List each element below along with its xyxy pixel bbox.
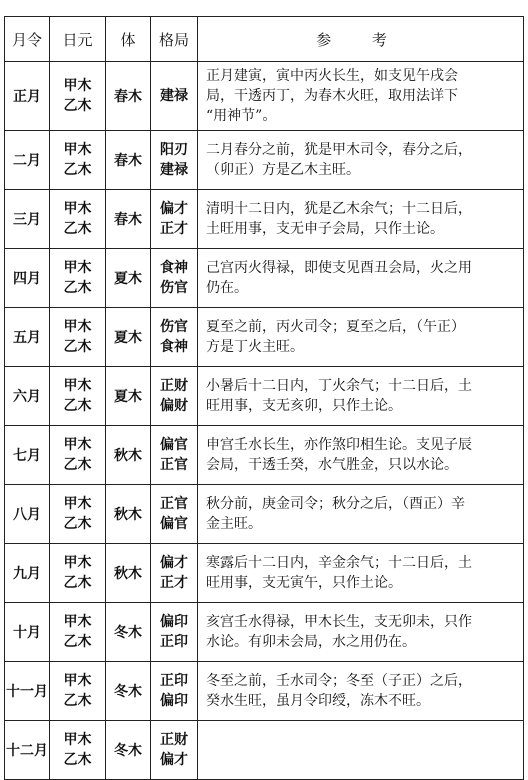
day-stem-text: 乙木 bbox=[63, 98, 92, 114]
pattern-cell bbox=[151, 603, 198, 662]
body-cell: 冬木 bbox=[106, 721, 151, 780]
body-cell: 夏木 bbox=[106, 367, 151, 426]
day-stem-text: 乙木 bbox=[63, 398, 92, 414]
body-cell: 夏木 bbox=[106, 308, 151, 367]
reference-cell bbox=[198, 485, 524, 544]
day-stem-text: 甲木 bbox=[63, 319, 92, 335]
pattern-text: 正财 bbox=[160, 378, 188, 394]
day-stem-text: 乙木 bbox=[63, 457, 92, 473]
reference-cell bbox=[198, 721, 524, 780]
table-row bbox=[5, 62, 524, 131]
day-stem-text: 乙木 bbox=[63, 575, 92, 591]
day-stem-text: 甲木 bbox=[63, 732, 92, 748]
reference-cell bbox=[198, 603, 524, 662]
day-stem-cell bbox=[50, 367, 106, 426]
day-stem-cell bbox=[50, 249, 106, 308]
day-stem-text: 甲木 bbox=[63, 378, 92, 394]
day-stem-text: 甲木 bbox=[63, 201, 92, 217]
month-cell: 三月 bbox=[5, 190, 50, 249]
body-cell: 春木 bbox=[106, 131, 151, 190]
pattern-text: 建禄 bbox=[160, 162, 188, 178]
day-stem-cell bbox=[50, 426, 106, 485]
header-month: 月令 bbox=[5, 17, 50, 62]
pattern-cell bbox=[151, 367, 198, 426]
pattern-text: 食神 bbox=[160, 339, 188, 355]
day-stem-text: 甲木 bbox=[63, 614, 92, 630]
day-stem-text: 乙木 bbox=[63, 693, 92, 709]
reference-line: 会局，干透壬癸，水气胜金，只以水论。 bbox=[206, 457, 458, 473]
reference-cell bbox=[198, 308, 524, 367]
pattern-text: 偏官 bbox=[160, 516, 188, 532]
reference-line: 清明十二日内，犹是乙木余气；十二日后， bbox=[206, 201, 472, 217]
month-cell: 正月 bbox=[5, 62, 50, 131]
pattern-text: 伤官 bbox=[160, 319, 188, 335]
month-cell: 十一月 bbox=[5, 662, 50, 721]
reference-cell bbox=[198, 131, 524, 190]
table-row bbox=[5, 426, 524, 485]
day-stem-text: 乙木 bbox=[63, 634, 92, 650]
table-row bbox=[5, 367, 524, 426]
reference-cell bbox=[198, 190, 524, 249]
pattern-cell bbox=[151, 308, 198, 367]
reference-cell bbox=[198, 249, 524, 308]
pattern-text: 正官 bbox=[160, 496, 188, 512]
reference-line: 方是丁火主旺。 bbox=[206, 339, 304, 355]
pattern-cell bbox=[151, 544, 198, 603]
pattern-text: 正才 bbox=[160, 221, 188, 237]
reference-line: 仍在。 bbox=[206, 280, 248, 296]
body-cell: 冬木 bbox=[106, 603, 151, 662]
day-stem-text: 甲木 bbox=[63, 142, 92, 158]
pattern-text: 偏官 bbox=[160, 437, 188, 453]
pattern-cell bbox=[151, 62, 198, 131]
reference-cell bbox=[198, 62, 524, 131]
day-stem-text: 乙木 bbox=[63, 162, 92, 178]
month-cell: 五月 bbox=[5, 308, 50, 367]
reference-line: 小暑后十二日内，丁火余气；十二日后，土 bbox=[206, 378, 472, 394]
pattern-text: 偏印 bbox=[160, 614, 188, 630]
reference-line: 申宫壬水长生，亦作煞印相生论。支见子辰 bbox=[206, 437, 472, 453]
pattern-cell bbox=[151, 190, 198, 249]
month-cell: 四月 bbox=[5, 249, 50, 308]
body-cell: 春木 bbox=[106, 190, 151, 249]
reference-line: 二月春分之前，犹是甲木司令，春分之后， bbox=[206, 142, 472, 158]
month-cell: 十月 bbox=[5, 603, 50, 662]
reference-line: 金主旺。 bbox=[206, 516, 262, 532]
reference-line: 夏至之前，丙火司令；夏至之后，（午正） bbox=[206, 319, 465, 335]
reference-cell bbox=[198, 367, 524, 426]
day-stem-text: 甲木 bbox=[63, 496, 92, 512]
reference-line: （卯正）方是乙木主旺。 bbox=[206, 162, 360, 178]
body-cell: 春木 bbox=[106, 62, 151, 131]
table-row bbox=[5, 249, 524, 308]
body-cell: 秋木 bbox=[106, 426, 151, 485]
reference-line: 水论。有卯未会局，水之用仍在。 bbox=[206, 634, 416, 650]
day-stem-text: 甲木 bbox=[63, 78, 92, 94]
day-stem-cell bbox=[50, 485, 106, 544]
day-stem-text: 甲木 bbox=[63, 437, 92, 453]
day-stem-cell bbox=[50, 131, 106, 190]
reference-line: 秋分前，庚金司令；秋分之后，（酉正）辛 bbox=[206, 496, 465, 512]
pattern-text: 食神 bbox=[160, 260, 188, 276]
pattern-text: 正官 bbox=[160, 457, 188, 473]
day-stem-cell bbox=[50, 308, 106, 367]
day-stem-cell bbox=[50, 62, 106, 131]
day-stem-cell bbox=[50, 544, 106, 603]
month-cell: 九月 bbox=[5, 544, 50, 603]
table-row bbox=[5, 544, 524, 603]
table-row bbox=[5, 131, 524, 190]
pattern-text: 偏印 bbox=[160, 693, 188, 709]
pattern-text: 伤官 bbox=[160, 280, 188, 296]
pattern-text: 正印 bbox=[160, 634, 188, 650]
day-stem-cell bbox=[50, 721, 106, 780]
header-day: 日元 bbox=[50, 17, 106, 62]
reference-line: 亥宫壬水得禄，甲木长生，支无卯未，只作 bbox=[206, 614, 472, 630]
table-row bbox=[5, 308, 524, 367]
month-reference-table bbox=[4, 16, 524, 780]
header-pattern: 格局 bbox=[151, 17, 198, 62]
table-row bbox=[5, 721, 524, 780]
reference-line: 癸水生旺，虽月令印绶，冻木不旺。 bbox=[206, 693, 430, 709]
reference-line: “用神节”。 bbox=[206, 108, 277, 124]
pattern-text: 正印 bbox=[160, 673, 188, 689]
table-row bbox=[5, 485, 524, 544]
body-cell: 夏木 bbox=[106, 249, 151, 308]
day-stem-text: 乙木 bbox=[63, 752, 92, 768]
day-stem-text: 乙木 bbox=[63, 339, 92, 355]
day-stem-text: 乙木 bbox=[63, 221, 92, 237]
table-row bbox=[5, 190, 524, 249]
body-cell: 秋木 bbox=[106, 485, 151, 544]
table-row bbox=[5, 603, 524, 662]
pattern-cell bbox=[151, 721, 198, 780]
pattern-text: 偏才 bbox=[160, 555, 188, 571]
pattern-cell bbox=[151, 426, 198, 485]
reference-line: 旺用事，支无亥卯，只作土论。 bbox=[206, 398, 402, 414]
reference-line: 正月建寅，寅中丙火长生，如支见午戌会 bbox=[206, 68, 458, 84]
reference-line: 冬至之前，壬水司令；冬至（子正）之后， bbox=[206, 673, 472, 689]
day-stem-text: 甲木 bbox=[63, 260, 92, 276]
pattern-text: 正才 bbox=[160, 575, 188, 591]
pattern-text: 偏才 bbox=[160, 201, 188, 217]
pattern-text: 建禄 bbox=[160, 88, 188, 104]
pattern-cell bbox=[151, 662, 198, 721]
month-cell: 二月 bbox=[5, 131, 50, 190]
reference-cell bbox=[198, 662, 524, 721]
pattern-text: 偏才 bbox=[160, 752, 188, 768]
body-cell: 秋木 bbox=[106, 544, 151, 603]
pattern-cell bbox=[151, 485, 198, 544]
reference-cell bbox=[198, 544, 524, 603]
header-reference: 参 考 bbox=[198, 17, 524, 62]
pattern-text: 正财 bbox=[160, 732, 188, 748]
reference-line: 旺用事，支无寅午，只作土论。 bbox=[206, 575, 402, 591]
day-stem-text: 乙木 bbox=[63, 516, 92, 532]
month-cell: 十二月 bbox=[5, 721, 50, 780]
table-body bbox=[5, 62, 524, 780]
month-cell: 七月 bbox=[5, 426, 50, 485]
month-cell: 六月 bbox=[5, 367, 50, 426]
reference-line: 寒露后十二日内，辛金余气；十二日后，土 bbox=[206, 555, 472, 571]
day-stem-cell bbox=[50, 662, 106, 721]
day-stem-text: 乙木 bbox=[63, 280, 92, 296]
pattern-cell bbox=[151, 131, 198, 190]
header-row bbox=[5, 17, 524, 62]
header-body: 体 bbox=[106, 17, 151, 62]
day-stem-text: 甲木 bbox=[63, 555, 92, 571]
pattern-text: 阳刃 bbox=[160, 142, 188, 158]
body-cell: 冬木 bbox=[106, 662, 151, 721]
table-row bbox=[5, 662, 524, 721]
pattern-text: 偏财 bbox=[160, 398, 188, 414]
reference-line: 局，干透丙丁，为春木火旺，取用法详下 bbox=[206, 88, 458, 104]
day-stem-cell bbox=[50, 603, 106, 662]
pattern-cell bbox=[151, 249, 198, 308]
month-cell: 八月 bbox=[5, 485, 50, 544]
day-stem-cell bbox=[50, 190, 106, 249]
reference-line: 土旺用事，支无申子会局，只作土论。 bbox=[206, 221, 444, 237]
day-stem-text: 甲木 bbox=[63, 673, 92, 689]
reference-line: 己宫丙火得禄，即使支见酉丑会局，火之用 bbox=[206, 260, 472, 276]
reference-cell bbox=[198, 426, 524, 485]
